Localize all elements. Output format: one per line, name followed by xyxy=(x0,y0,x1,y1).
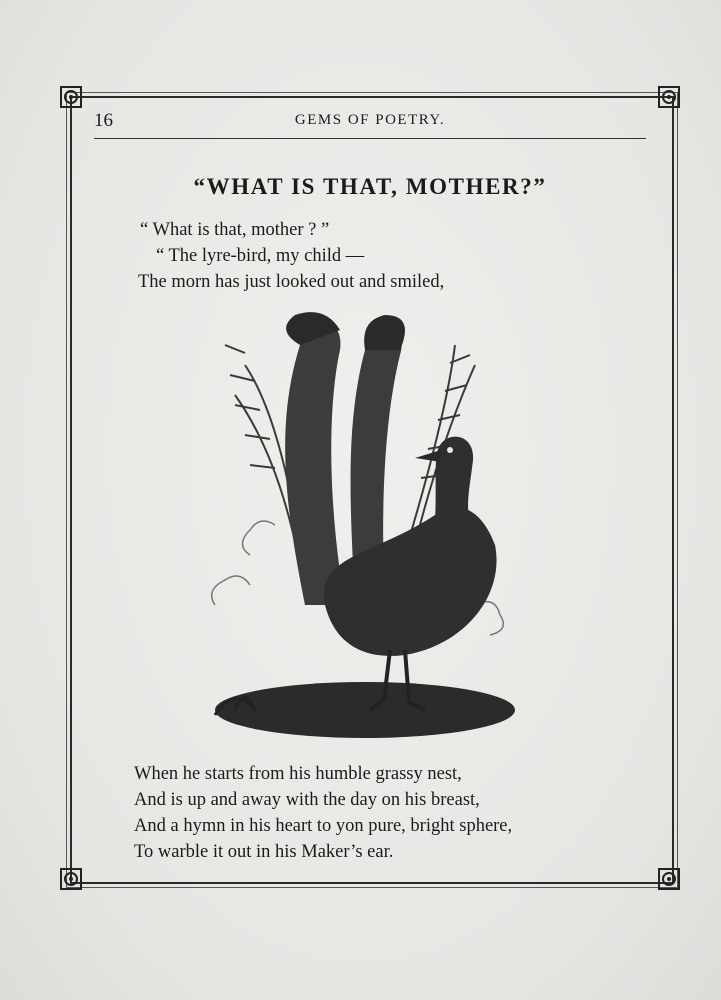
corner-ornament-icon xyxy=(58,84,84,110)
poem-title: “WHAT IS THAT, MOTHER?” xyxy=(193,174,547,199)
poem-line: And a hymn in his heart to yon pure, bright sphere, xyxy=(134,816,513,836)
corner-ornament-icon xyxy=(58,866,84,892)
poem-line: “ What is that, mother ? ” xyxy=(140,220,330,240)
page-number: 16 xyxy=(94,110,113,131)
poem-line: “ The lyre-bird, my child — xyxy=(156,246,365,266)
lyre-bird-woodcut-icon xyxy=(205,305,525,750)
corner-ornament-icon xyxy=(656,866,682,892)
poem-line: The morn has just looked out and smiled, xyxy=(138,272,445,292)
poem-line: And is up and away with the day on his breast, xyxy=(134,790,480,810)
header-rule xyxy=(94,138,646,139)
running-title: GEMS OF POETRY. xyxy=(294,112,446,128)
poem-line: To warble it out in his Maker’s ear. xyxy=(134,842,394,862)
poem-line: When he starts from his humble grassy nest, xyxy=(134,764,462,784)
corner-ornament-icon xyxy=(656,84,682,110)
